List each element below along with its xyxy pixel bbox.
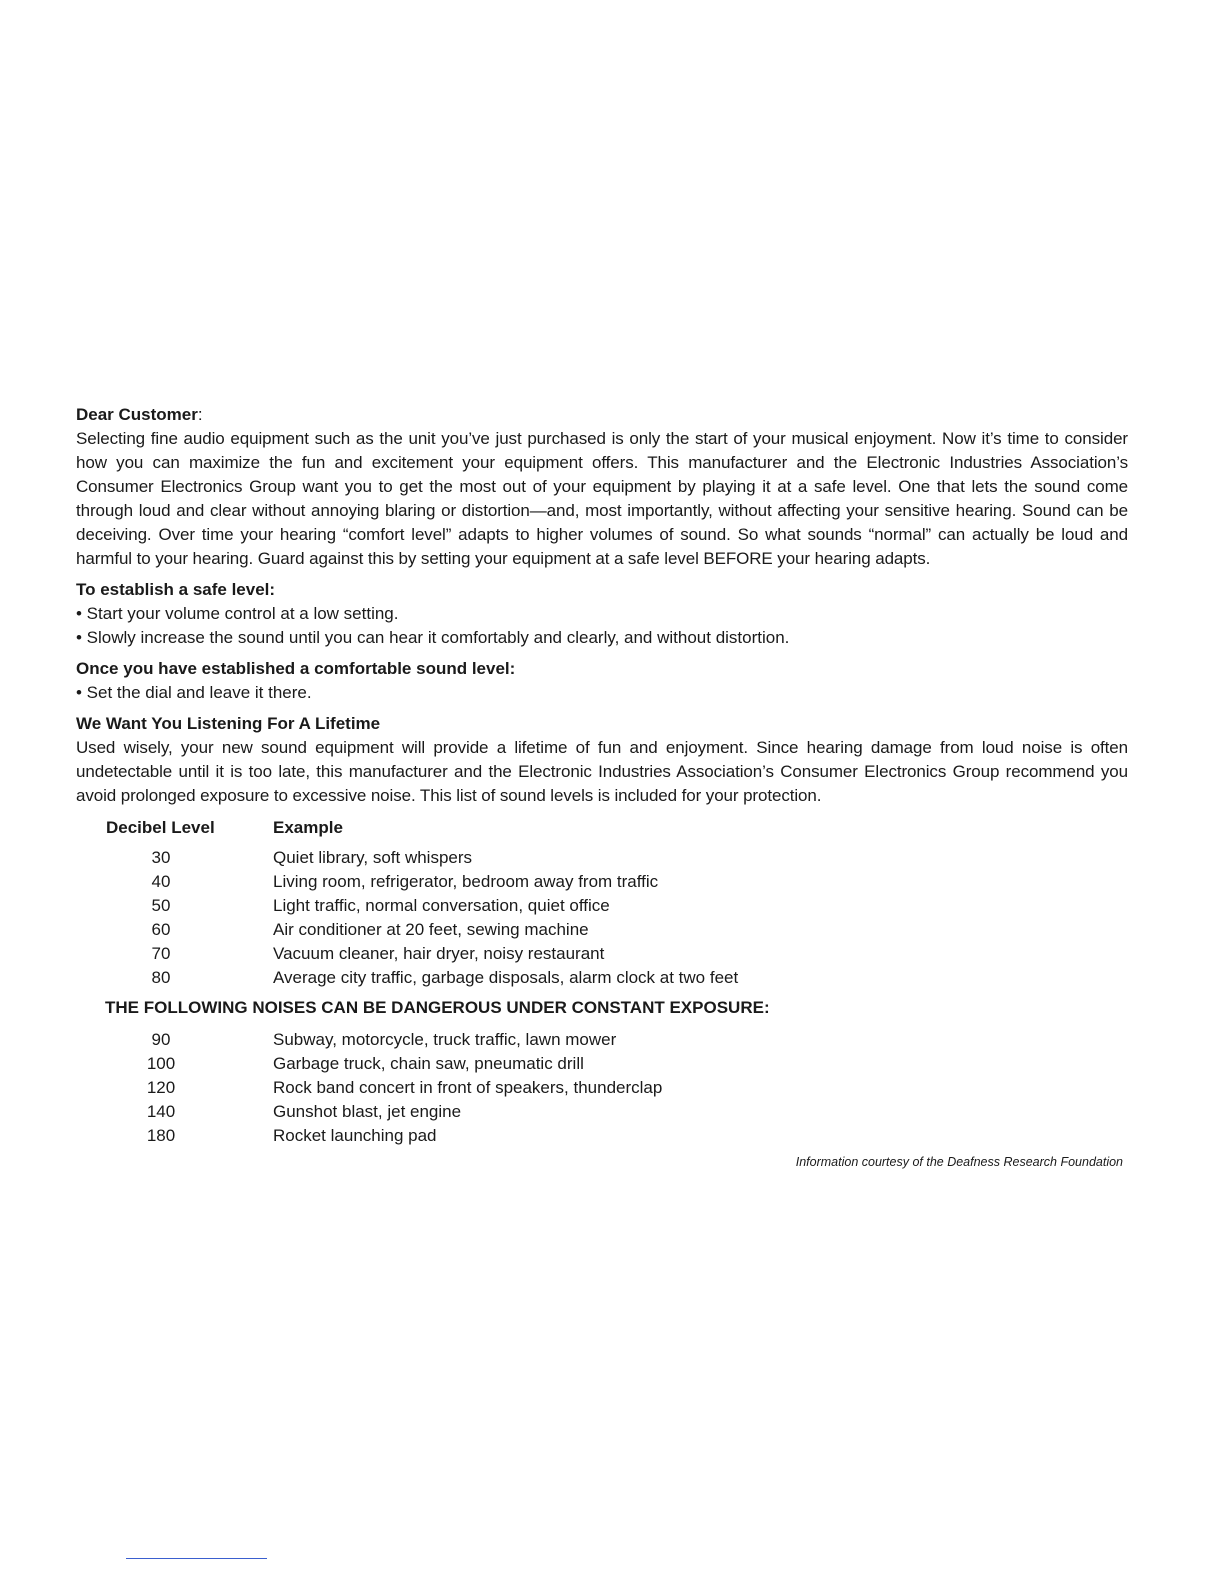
table-header-row [106, 816, 1128, 846]
lifetime-paragraph: Used wisely, your new sound equipment will provide a lifetime of fun and enjoyment. Since hearing damage from loud noise is often undetectable until it is too late, this manufacturer and the Electronic Industries Association’s Consumer Electronics Group recommend you avoid prolonged exposure to excessive noise. This list of sound levels is included for your protection. [76, 738, 1128, 805]
danger-heading: THE FOLLOWING NOISES CAN BE DANGEROUS UNDER CONSTANT EXPOSURE: [105, 998, 770, 1017]
table-row [106, 1124, 1128, 1148]
safe-level-heading: To establish a safe level: [76, 580, 276, 599]
example-text: Vacuum cleaner, hair dryer, noisy restaurant [273, 944, 605, 963]
decibel-value: 50 [151, 896, 171, 915]
footer-rule [126, 1558, 267, 1559]
comfortable-level-heading: Once you have established a comfortable sound level: [76, 659, 516, 678]
table-row [106, 942, 1128, 966]
decibel-table [106, 816, 1128, 1148]
decibel-value: 140 [146, 1102, 176, 1121]
table-row [106, 846, 1128, 870]
table-row [106, 1100, 1128, 1124]
decibel-value: 120 [146, 1078, 176, 1097]
source-credit: Information courtesy of the Deafness Research Foundation [795, 1155, 1123, 1169]
safe-level-bullet: • Start your volume control at a low setting. [76, 604, 399, 623]
example-text: Living room, refrigerator, bedroom away from traffic [273, 872, 659, 891]
example-text: Light traffic, normal conversation, quiet office [273, 896, 610, 915]
decibel-value: 80 [151, 968, 171, 987]
decibel-column-header: Decibel Level [106, 818, 215, 837]
safe-level-bullet: • Slowly increase the sound until you can hear it comfortably and clearly, and without distortion. [76, 628, 790, 647]
lifetime-heading: We Want You Listening For A Lifetime [76, 714, 381, 733]
decibel-value: 60 [151, 920, 171, 939]
example-text: Air conditioner at 20 feet, sewing machine [273, 920, 589, 939]
table-row [106, 894, 1128, 918]
hearing-safety-notice [76, 403, 1128, 1168]
example-column-header: Example [273, 818, 343, 837]
table-row [106, 870, 1128, 894]
greeting-colon: : [197, 405, 203, 424]
greeting-text: Dear Customer [76, 405, 198, 424]
example-text: Average city traffic, garbage disposals, alarm clock at two feet [273, 968, 739, 987]
example-text: Rocket launching pad [273, 1126, 437, 1145]
decibel-value: 70 [151, 944, 171, 963]
decibel-value: 30 [151, 848, 171, 867]
decibel-value: 90 [151, 1030, 171, 1049]
decibel-value: 100 [146, 1054, 176, 1073]
example-text: Quiet library, soft whispers [273, 848, 473, 867]
example-text: Gunshot blast, jet engine [273, 1102, 462, 1121]
decibel-value: 40 [151, 872, 171, 891]
table-row [106, 918, 1128, 942]
comfortable-level-bullet: • Set the dial and leave it there. [76, 683, 312, 702]
table-row [106, 1076, 1128, 1100]
table-row [106, 1028, 1128, 1052]
table-row [106, 966, 1128, 990]
decibel-value: 180 [146, 1126, 176, 1145]
intro-paragraph: Selecting fine audio equipment such as the unit you’ve just purchased is only the start of your musical enjoyment. Now it’s time to consider how you can maximize the fun and excitement your equipment offers. This manufacturer and the Electronic Industries Association’s Consumer Electronics Group want you to get the most out of your equipment by playing it at a safe level. One that lets the sound come through loud and clear without annoying blaring or distortion—and, most importantly, without affecting your sensitive hearing. Sound can be deceiving. Over time your hearing “comfort level” adapts to higher volumes of sound. So what sounds “normal” can actually be loud and harmful to your hearing. Guard against this by setting your equipment at a safe level BEFORE your hearing adapts. [76, 429, 1128, 568]
greeting-heading [76, 403, 1128, 427]
table-row [106, 1052, 1128, 1076]
example-text: Rock band concert in front of speakers, thunderclap [273, 1078, 663, 1097]
example-text: Subway, motorcycle, truck traffic, lawn mower [273, 1030, 617, 1049]
example-text: Garbage truck, chain saw, pneumatic drill [273, 1054, 584, 1073]
